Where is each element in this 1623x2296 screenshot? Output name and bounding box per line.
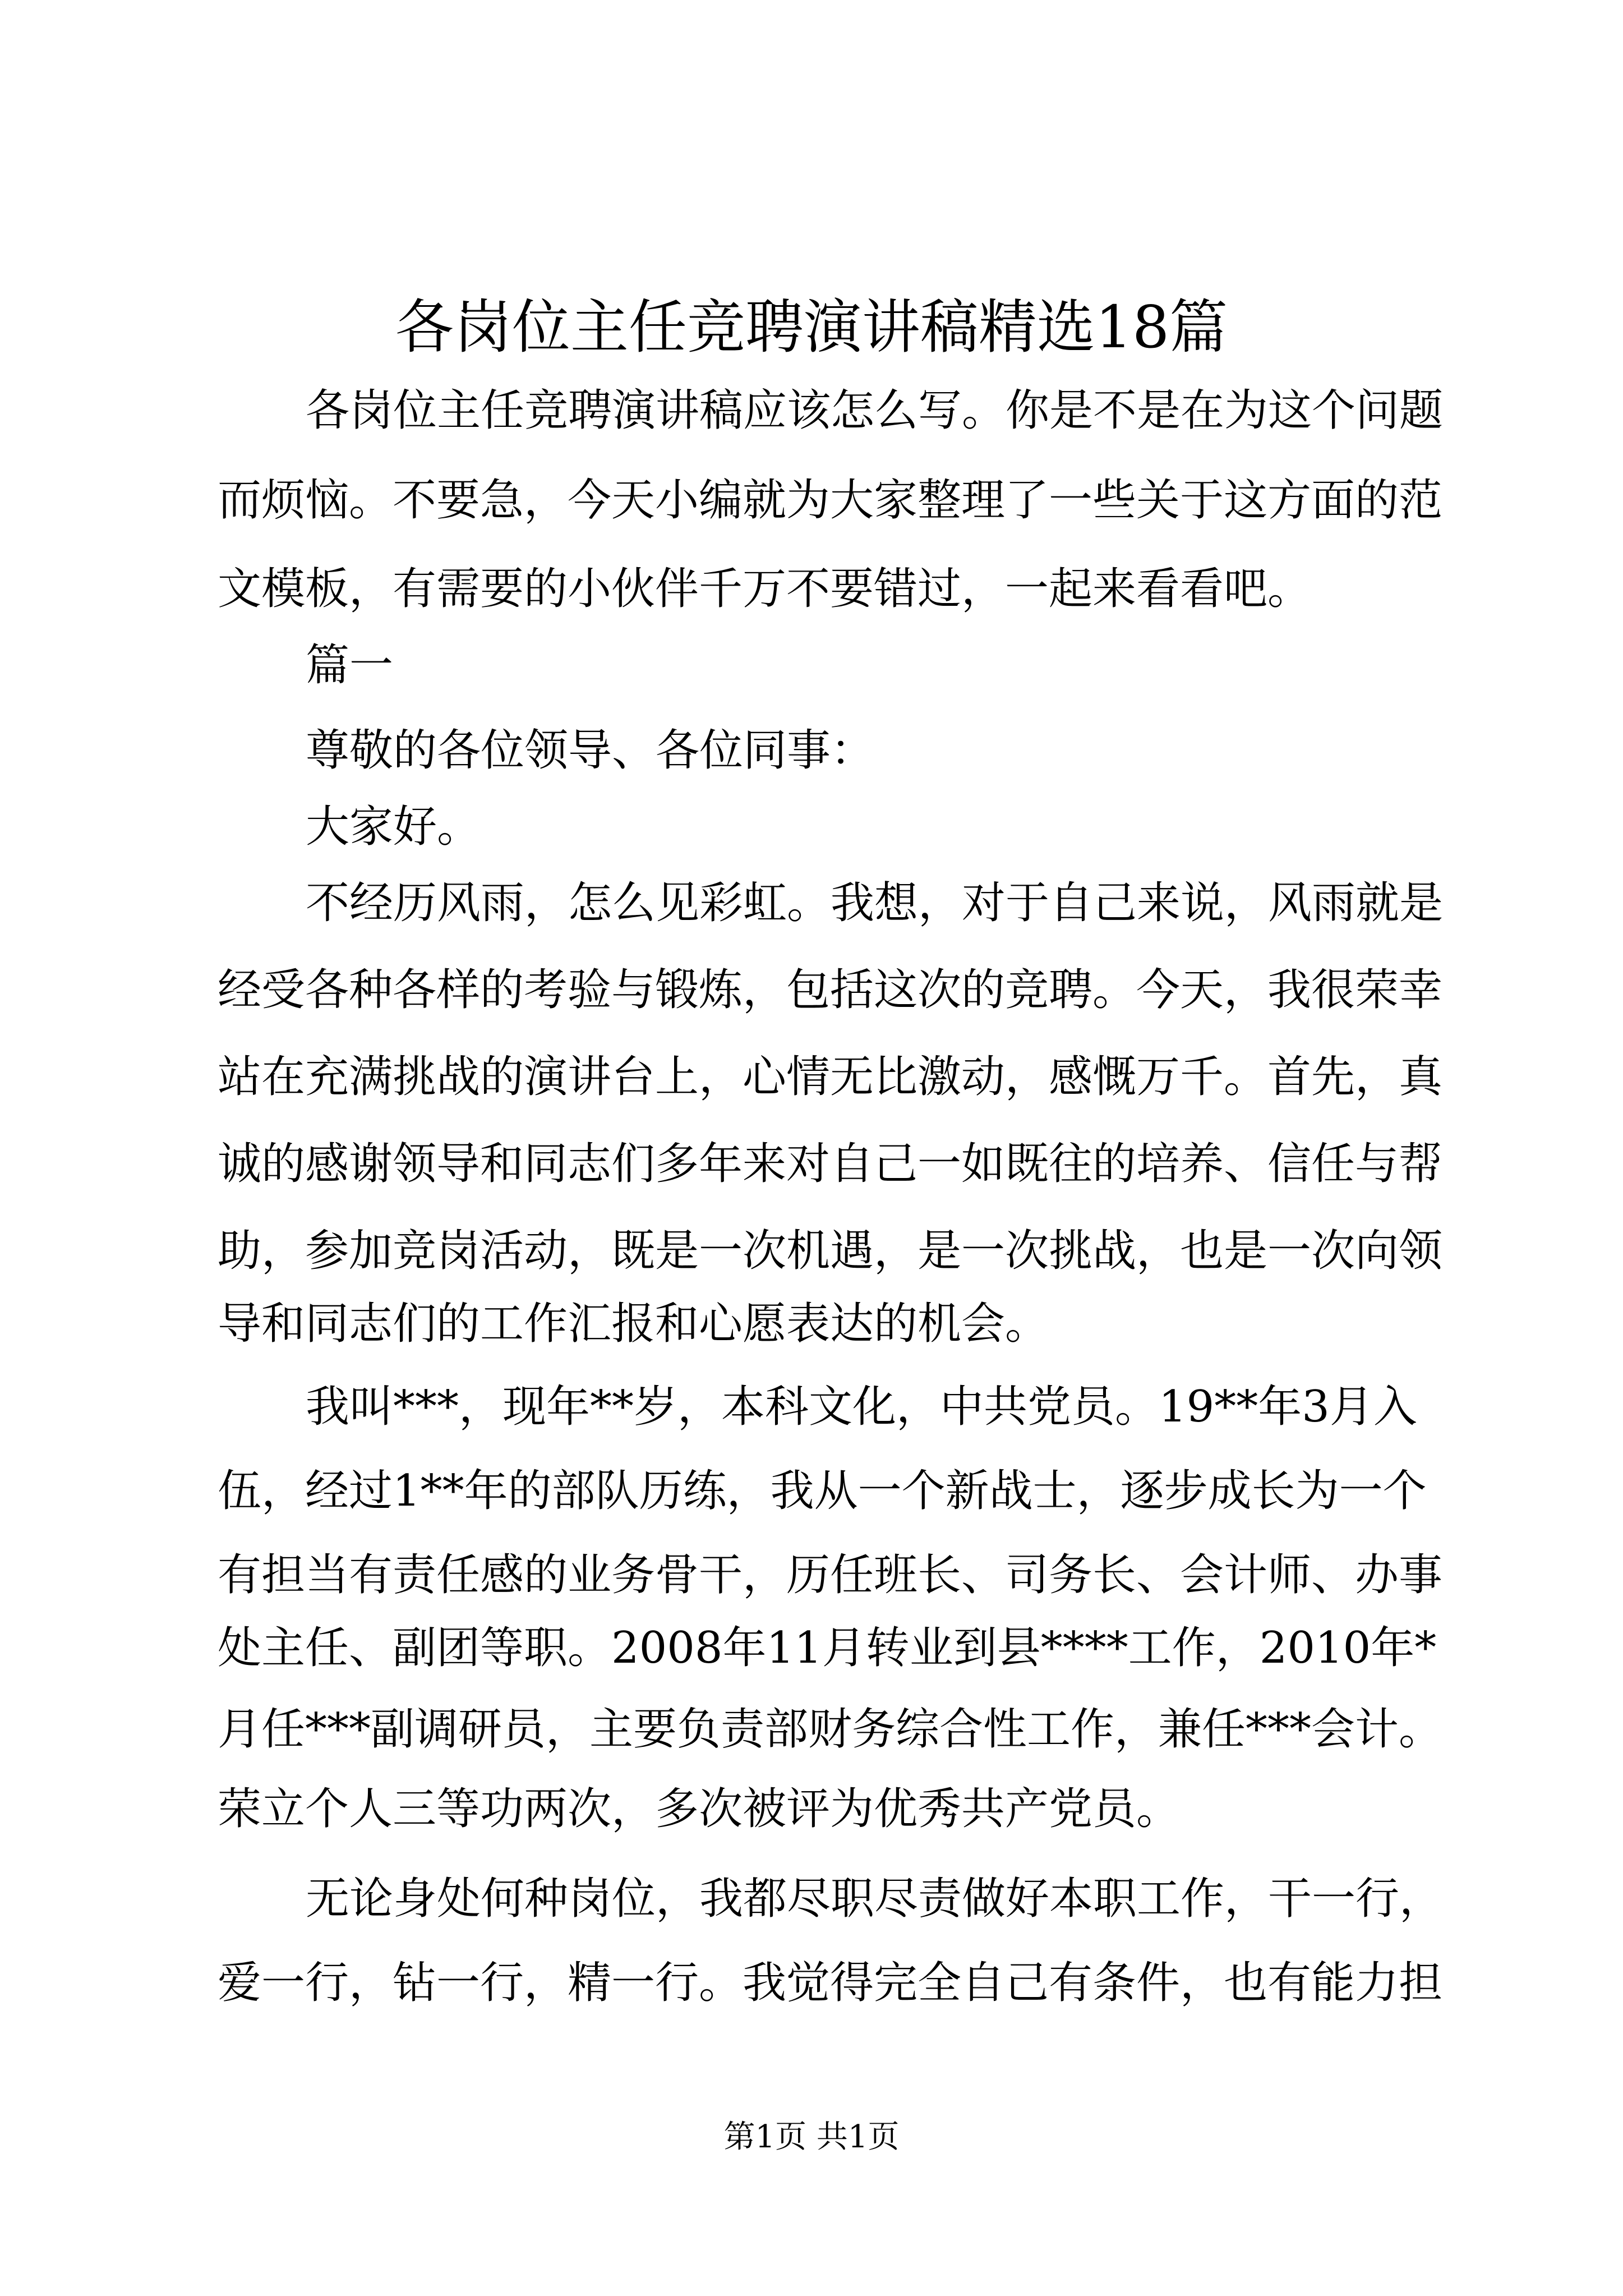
paragraph-line: 月任***副调研员，主要负责部财务综合性工作，兼任***会计。 — [218, 1704, 1443, 1755]
paragraph-line: 荣立个人三等功两次，多次被评为优秀共产党员。 — [218, 1784, 1181, 1834]
paragraph-line: 经受各种各样的考验与锻炼，包括这次的竞聘。今天，我很荣幸 — [218, 965, 1443, 1015]
paragraph-line: 站在充满挑战的演讲台上，心情无比激动，感慨万千。首先，真 — [218, 1052, 1443, 1102]
paragraph-line: 我叫***，现年**岁，本科文化，中共党员。19**年3月入 — [306, 1382, 1417, 1432]
paragraph-line: 爱一行，钻一行，精一行。我觉得完全自己有条件，也有能力担 — [218, 1958, 1443, 2008]
paragraph-line: 诚的感谢领导和同志们多年来对自己一如既往的培养、信任与帮 — [218, 1139, 1443, 1189]
salutation: 尊敬的各位领导、各位同事： — [306, 725, 875, 776]
paragraph-line: 助，参加竞岗活动，既是一次机遇，是一次挑战，也是一次向领 — [218, 1226, 1443, 1276]
paragraph-line: 处主任、副团等职。2008年11月转业到县****工作，2010年* — [218, 1623, 1437, 1673]
greeting: 大家好。 — [306, 802, 481, 852]
section-heading: 篇一 — [306, 640, 394, 691]
paragraph-line: 有担当有责任感的业务骨干，历任班长、司务长、会计师、办事 — [218, 1550, 1443, 1600]
paragraph-line: 无论身处何种岗位，我都尽职尽责做好本职工作，干一行， — [306, 1874, 1444, 1924]
paragraph-line: 导和同志们的工作汇报和心愿表达的机会。 — [218, 1299, 1049, 1349]
document-title: 各岗位主任竞聘演讲稿精选18篇 — [395, 293, 1228, 361]
paragraph-line: 文模板，有需要的小伙伴千万不要错过，一起来看看吧。 — [218, 564, 1312, 614]
paragraph-line: 伍，经过1**年的部队历练，我从一个新战士，逐步成长为一个 — [218, 1466, 1427, 1516]
paragraph-line: 而烦恼。不要急，今天小编就为大家整理了一些关于这方面的范 — [218, 475, 1443, 526]
page-footer: 第1页 共1页 — [723, 2119, 900, 2155]
paragraph-line: 不经历风雨，怎么见彩虹。我想，对于自己来说，风雨就是 — [306, 878, 1444, 928]
paragraph-line: 各岗位主任竞聘演讲稿应该怎么写。你是不是在为这个问题 — [306, 385, 1444, 436]
